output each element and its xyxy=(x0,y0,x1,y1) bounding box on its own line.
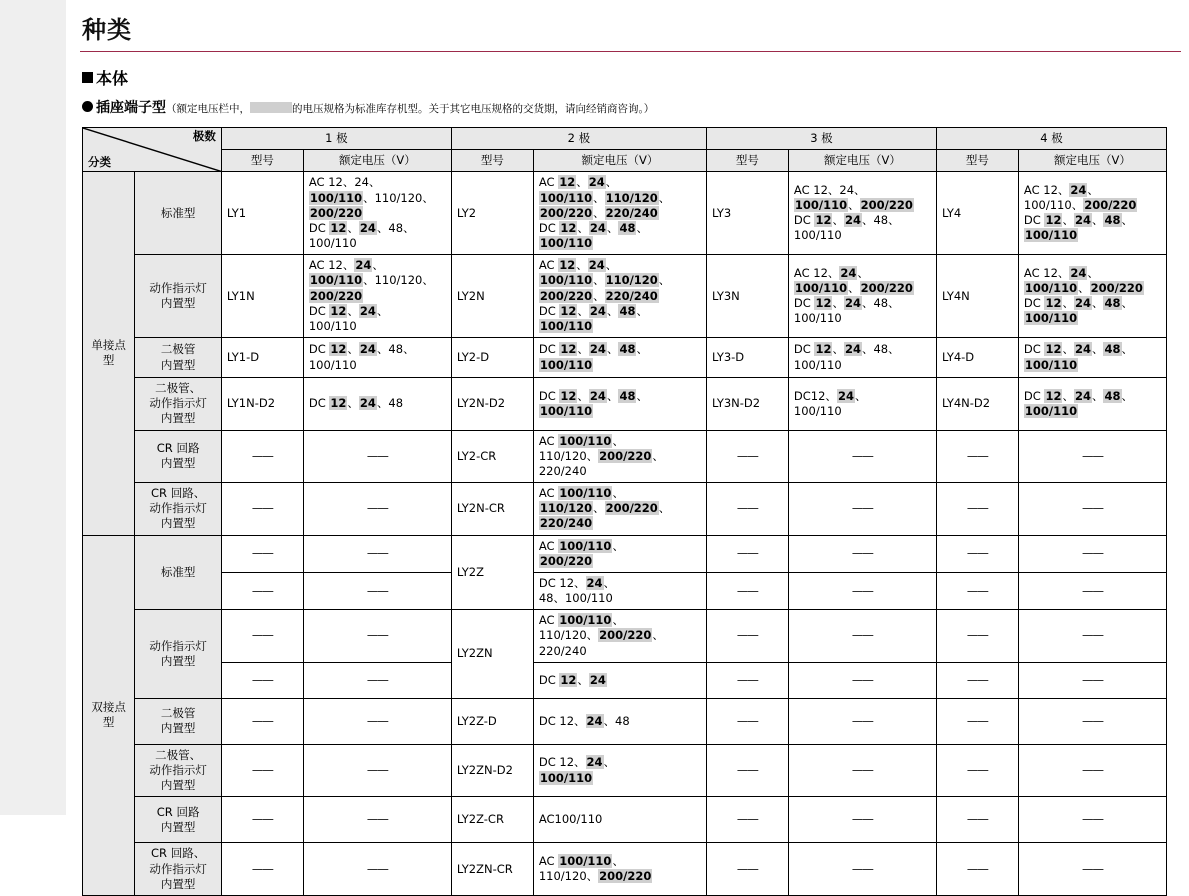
model-4pole: LY4N-D2 xyxy=(936,378,1018,431)
voltage-1pole: —— xyxy=(303,610,451,663)
model-3pole: —— xyxy=(706,698,788,744)
model-3pole: LY3 xyxy=(706,172,788,255)
type-label: 标准型 xyxy=(135,535,222,610)
type-label: 动作指示灯 内置型 xyxy=(135,610,222,699)
voltage-4pole: —— xyxy=(1018,843,1166,896)
model-4pole: —— xyxy=(936,610,1018,663)
voltage-4pole: —— xyxy=(1018,698,1166,744)
product-types-table xyxy=(82,127,1167,896)
voltage-2pole-ac: DC 12、24、 100/110 xyxy=(533,744,706,797)
voltage-2pole: DC 12、24、48、 100/110 xyxy=(533,338,706,378)
model-1pole: —— xyxy=(221,662,303,698)
voltage-2pole: AC 12、24、 100/110、110/120、 200/220、220/240 DC 12、24、48、 100/110 xyxy=(533,172,706,255)
voltage-1pole: DC 12、24、48 xyxy=(303,378,451,431)
model-2pole: LY2 xyxy=(451,172,533,255)
voltage-4pole: —— xyxy=(1018,744,1166,797)
table-row xyxy=(83,662,1167,698)
pole-group-2: 2 极 xyxy=(451,128,706,150)
model-2pole: LY2Z-CR xyxy=(451,797,533,843)
type-label: 动作指示灯 内置型 xyxy=(135,255,222,338)
voltage-3pole: AC 12、24、 100/110、200/220 DC 12、24、48、 100/110 xyxy=(788,255,936,338)
subsection-heading xyxy=(66,89,1189,123)
voltage-2pole-ac: AC100/110 xyxy=(533,797,706,843)
voltage-1pole: —— xyxy=(303,430,451,483)
table-row xyxy=(83,255,1167,338)
model-4pole: —— xyxy=(936,797,1018,843)
model-4pole: LY4 xyxy=(936,172,1018,255)
model-3pole: —— xyxy=(706,572,788,609)
model-3pole: —— xyxy=(706,744,788,797)
model-1pole: —— xyxy=(221,535,303,572)
model-2pole: LY2N-D2 xyxy=(451,378,533,431)
voltage-1pole: —— xyxy=(303,843,451,896)
voltage-3pole: —— xyxy=(788,430,936,483)
voltage-2pole-ac: AC 100/110、 110/120、200/220、 220/240 xyxy=(533,610,706,663)
table-row xyxy=(83,483,1167,536)
left-margin-bar xyxy=(0,0,66,815)
col-voltage-2: 额定电压（V） xyxy=(533,150,706,172)
model-3pole: —— xyxy=(706,430,788,483)
table-row xyxy=(83,744,1167,797)
table-row xyxy=(83,797,1167,843)
voltage-1pole: —— xyxy=(303,483,451,536)
table-row xyxy=(83,338,1167,378)
category-single-contact: 单接点型 xyxy=(83,172,135,535)
type-label: 二极管、 动作指示灯 内置型 xyxy=(135,378,222,431)
voltage-4pole: —— xyxy=(1018,483,1166,536)
voltage-2pole-ac: DC 12、24、48 xyxy=(533,698,706,744)
table-row xyxy=(83,843,1167,896)
model-3pole: —— xyxy=(706,483,788,536)
model-4pole: —— xyxy=(936,843,1018,896)
pole-group-4: 4 极 xyxy=(936,128,1166,150)
voltage-1pole: —— xyxy=(303,662,451,698)
voltage-3pole: —— xyxy=(788,535,936,572)
type-label: 二极管、 动作指示灯 内置型 xyxy=(135,744,222,797)
voltage-1pole: AC 12、24、 100/110、110/120、 200/220 DC 12、24、 100/110 xyxy=(303,255,451,338)
voltage-1pole: —— xyxy=(303,698,451,744)
model-1pole: —— xyxy=(221,610,303,663)
model-3pole: —— xyxy=(706,797,788,843)
table-row xyxy=(83,610,1167,663)
voltage-1pole: —— xyxy=(303,535,451,572)
voltage-2pole-ac: AC 100/110、 110/120、200/220 xyxy=(533,843,706,896)
col-model-1: 型号 xyxy=(221,150,303,172)
square-bullet-icon xyxy=(82,72,93,83)
model-4pole: —— xyxy=(936,430,1018,483)
model-2pole: LY2N-CR xyxy=(451,483,533,536)
col-model-3: 型号 xyxy=(706,150,788,172)
model-2pole: LY2-D xyxy=(451,338,533,378)
voltage-3pole: —— xyxy=(788,797,936,843)
model-4pole: —— xyxy=(936,698,1018,744)
note-pre: （额定电压栏中， xyxy=(166,103,250,115)
subsection-heading-label: 插座端子型 xyxy=(96,100,166,116)
type-label: 二极管 内置型 xyxy=(135,338,222,378)
model-2pole: LY2Z-D xyxy=(451,698,533,744)
table-row xyxy=(83,572,1167,609)
voltage-1pole: DC 12、24、48、 100/110 xyxy=(303,338,451,378)
voltage-1pole: —— xyxy=(303,744,451,797)
pole-group-3: 3 极 xyxy=(706,128,936,150)
model-1pole: LY1N xyxy=(221,255,303,338)
model-2pole: LY2Z xyxy=(451,535,533,610)
model-4pole: LY4-D xyxy=(936,338,1018,378)
model-1pole: —— xyxy=(221,843,303,896)
voltage-3pole: —— xyxy=(788,744,936,797)
table-header-row-2 xyxy=(83,150,1167,172)
voltage-2pole-dc: DC 12、24 xyxy=(533,662,706,698)
voltage-2pole: AC 100/110、 110/120、200/220、 220/240 xyxy=(533,430,706,483)
voltage-2pole: DC 12、24、48、 100/110 xyxy=(533,378,706,431)
model-1pole: —— xyxy=(221,797,303,843)
type-label: CR 回路、 动作指示灯 内置型 xyxy=(135,843,222,896)
voltage-2pole-ac: AC 100/110、 200/220 xyxy=(533,535,706,572)
voltage-4pole: AC 12、24、 100/110、200/220 DC 12、24、48、 100/110 xyxy=(1018,255,1166,338)
table-row xyxy=(83,378,1167,431)
model-1pole: LY1-D xyxy=(221,338,303,378)
voltage-3pole: —— xyxy=(788,483,936,536)
voltage-4pole: —— xyxy=(1018,797,1166,843)
model-4pole: —— xyxy=(936,662,1018,698)
model-1pole: —— xyxy=(221,483,303,536)
model-4pole: —— xyxy=(936,744,1018,797)
model-3pole: —— xyxy=(706,610,788,663)
table-row xyxy=(83,172,1167,255)
type-label: 二极管 内置型 xyxy=(135,698,222,744)
voltage-3pole: —— xyxy=(788,698,936,744)
table-row xyxy=(83,698,1167,744)
voltage-3pole: —— xyxy=(788,572,936,609)
model-4pole: —— xyxy=(936,483,1018,536)
voltage-3pole: —— xyxy=(788,610,936,663)
model-1pole: —— xyxy=(221,572,303,609)
voltage-1pole: —— xyxy=(303,572,451,609)
type-label: CR 回路 内置型 xyxy=(135,797,222,843)
model-3pole: LY3N-D2 xyxy=(706,378,788,431)
col-voltage-4: 额定电压（V） xyxy=(1018,150,1166,172)
voltage-3pole: —— xyxy=(788,843,936,896)
class-label: 分类 xyxy=(88,155,111,170)
voltage-4pole: AC 12、24、 100/110、200/220 DC 12、24、48、 100/110 xyxy=(1018,172,1166,255)
voltage-3pole: DC 12、24、48、 100/110 xyxy=(788,338,936,378)
model-2pole: LY2ZN-D2 xyxy=(451,744,533,797)
pole-group-1: 1 极 xyxy=(221,128,451,150)
voltage-4pole: —— xyxy=(1018,430,1166,483)
model-4pole: —— xyxy=(936,572,1018,609)
model-2pole: LY2-CR xyxy=(451,430,533,483)
model-3pole: —— xyxy=(706,843,788,896)
voltage-2pole: AC 100/110、 110/120、200/220、 220/240 xyxy=(533,483,706,536)
model-1pole: —— xyxy=(221,430,303,483)
document-page xyxy=(66,0,1189,896)
type-label: CR 回路、 动作指示灯 内置型 xyxy=(135,483,222,536)
type-label: CR 回路 内置型 xyxy=(135,430,222,483)
model-2pole: LY2ZN xyxy=(451,610,533,699)
voltage-1pole: —— xyxy=(303,797,451,843)
model-3pole: LY3N xyxy=(706,255,788,338)
voltage-3pole: DC12、24、 100/110 xyxy=(788,378,936,431)
model-4pole: LY4N xyxy=(936,255,1018,338)
table-header-row-1 xyxy=(83,128,1167,150)
col-voltage-1: 额定电压（V） xyxy=(303,150,451,172)
col-model-2: 型号 xyxy=(451,150,533,172)
model-1pole: —— xyxy=(221,744,303,797)
section-heading xyxy=(66,52,1189,89)
category-double-contact: 双接点型 xyxy=(83,535,135,895)
col-model-4: 型号 xyxy=(936,150,1018,172)
model-3pole: —— xyxy=(706,662,788,698)
section-heading-label: 本体 xyxy=(96,69,129,88)
voltage-3pole: AC 12、24、 100/110、200/220 DC 12、24、48、 100/110 xyxy=(788,172,936,255)
voltage-4pole: —— xyxy=(1018,662,1166,698)
model-3pole: LY3-D xyxy=(706,338,788,378)
voltage-4pole: DC 12、24、48、 100/110 xyxy=(1018,378,1166,431)
voltage-3pole: —— xyxy=(788,662,936,698)
col-voltage-3: 额定电压（V） xyxy=(788,150,936,172)
model-1pole: LY1N-D2 xyxy=(221,378,303,431)
model-1pole: —— xyxy=(221,698,303,744)
model-3pole: —— xyxy=(706,535,788,572)
voltage-2pole-dc: DC 12、24、 48、100/110 xyxy=(533,572,706,609)
type-label: 标准型 xyxy=(135,172,222,255)
model-2pole: LY2N xyxy=(451,255,533,338)
highlight-swatch xyxy=(250,102,292,113)
model-2pole: LY2ZN-CR xyxy=(451,843,533,896)
table-row xyxy=(83,535,1167,572)
model-4pole: —— xyxy=(936,535,1018,572)
voltage-4pole: —— xyxy=(1018,610,1166,663)
table-body xyxy=(83,172,1167,896)
table-row xyxy=(83,430,1167,483)
note-post: 的电压规格为标准库存机型。关于其它电压规格的交货期，请向经销商咨询。） xyxy=(292,103,655,115)
poles-label: 极数 xyxy=(192,129,216,143)
model-1pole: LY1 xyxy=(221,172,303,255)
voltage-1pole: AC 12、24、 100/110、110/120、 200/220 DC 12、24、48、 100/110 xyxy=(303,172,451,255)
subsection-note xyxy=(166,103,654,115)
voltage-4pole: —— xyxy=(1018,572,1166,609)
page-title: 种类 xyxy=(82,16,132,44)
circle-bullet-icon xyxy=(82,101,93,112)
voltage-4pole: —— xyxy=(1018,535,1166,572)
voltage-4pole: DC 12、24、48、 100/110 xyxy=(1018,338,1166,378)
voltage-2pole: AC 12、24、 100/110、110/120、 200/220、220/240 DC 12、24、48、 100/110 xyxy=(533,255,706,338)
table-corner-cell xyxy=(83,128,222,172)
